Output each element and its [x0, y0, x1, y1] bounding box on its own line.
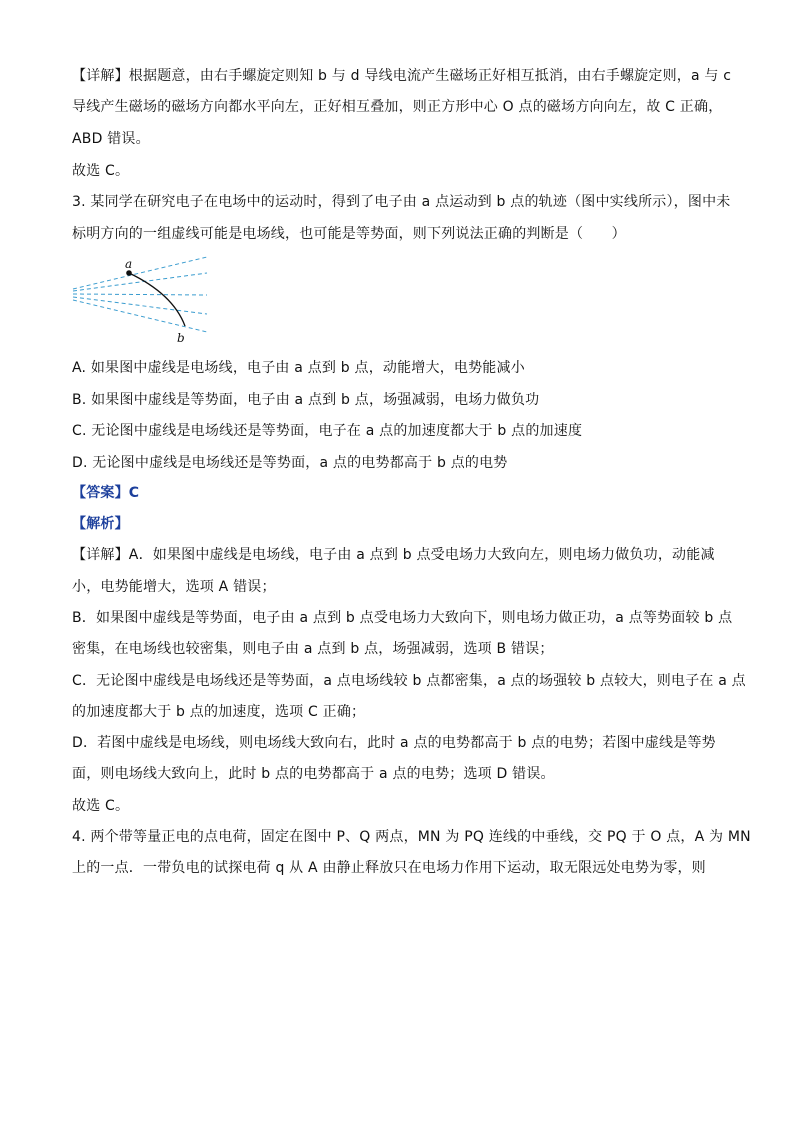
q3-answer: 【答案】C — [72, 485, 140, 501]
dashed-line-5 — [73, 300, 207, 332]
q3-analysis-heading: 【解析】 — [72, 516, 129, 532]
q2-detail-line-2: 导线产生磁场的磁场方向都水平向左，正好相互叠加，则正方形中心 O 点的磁场方向向左，故 C 正确， — [72, 99, 723, 115]
q3-detail-line-3: B．如果图中虚线是等势面，电子由 a 点到 b 点受电场力大致向下，则电场力做正功，a 点等势面较 b 点 — [72, 610, 733, 626]
dashed-line-2 — [73, 273, 207, 291]
q3-stem-line-1: 3. 某同学在研究电子在电场中的运动时，得到了电子由 a 点运动到 b 点的轨迹（图中实线所示），图中未 — [72, 194, 731, 210]
q3-option-a: A. 如果图中虚线是电场线，电子由 a 点到 b 点，动能增大，电势能减小 — [72, 360, 525, 376]
q3-field-figure — [70, 254, 210, 346]
q3-stem-line-2: 标明方向的一组虚线可能是电场线，也可能是等势面，则下列说法正确的判断是（ ） — [72, 226, 626, 242]
q3-option-b: B. 如果图中虚线是等势面，电子由 a 点到 b 点，场强减弱，电场力做负功 — [72, 392, 540, 408]
q3-detail-line-5: C．无论图中虚线是电场线还是等势面，a 点电场线较 b 点都密集，a 点的场强较 b 点较大，则电子在 a 点 — [72, 673, 746, 689]
q4-stem-line-2: 上的一点．一带负电的试探电荷 q 从 A 由静止释放只在电场力作用下运动，取无限远处电势为零，则 — [72, 860, 706, 876]
q2-choice: 故选 C。 — [72, 163, 130, 179]
point-a-dot — [126, 270, 132, 276]
q3-detail-line-6: 的加速度都大于 b 点的加速度，选项 C 正确； — [72, 704, 366, 720]
q3-detail-line-4: 密集，在电场线也较密集，则电子由 a 点到 b 点，场强减弱，选项 B 错误； — [72, 641, 554, 657]
q3-detail-line-1: 【详解】A．如果图中虚线是电场线，电子由 a 点到 b 点受电场力大致向左，则电场力做负功，动能减 — [72, 547, 715, 563]
trajectory-curve — [129, 273, 185, 326]
label-b: b — [177, 331, 185, 345]
q3-option-d: D. 无论图中虚线是电场线还是等势面，a 点的电势都高于 b 点的电势 — [72, 455, 508, 471]
dashed-line-4 — [73, 297, 207, 314]
q3-detail-line-8: 面，则电场线大致向上，此时 b 点的电势都高于 a 点的电势；选项 D 错误。 — [72, 766, 555, 782]
q2-detail-line-1: 【详解】根据题意，由右手螺旋定则知 b 与 d 导线电流产生磁场正好相互抵消，由右手螺旋定则，a 与 c — [72, 68, 732, 84]
q3-option-c: C. 无论图中虚线是电场线还是等势面，电子在 a 点的加速度都大于 b 点的加速度 — [72, 423, 583, 439]
q3-choice: 故选 C。 — [72, 798, 130, 814]
dashed-line-3 — [73, 294, 207, 295]
dashed-line-1 — [73, 257, 207, 289]
label-a: a — [125, 257, 133, 271]
q2-detail-line-3: ABD 错误。 — [72, 131, 150, 147]
q4-stem-line-1: 4. 两个带等量正电的点电荷，固定在图中 P、Q 两点，MN 为 PQ 连线的中垂线，交 PQ 于 O 点，A 为 MN — [72, 829, 751, 845]
q3-detail-line-7: D．若图中虚线是电场线，则电场线大致向右，此时 a 点的电势都高于 b 点的电势；若图中虚线是等势 — [72, 735, 716, 751]
q3-detail-line-2: 小，电势能增大，选项 A 错误； — [72, 579, 276, 595]
